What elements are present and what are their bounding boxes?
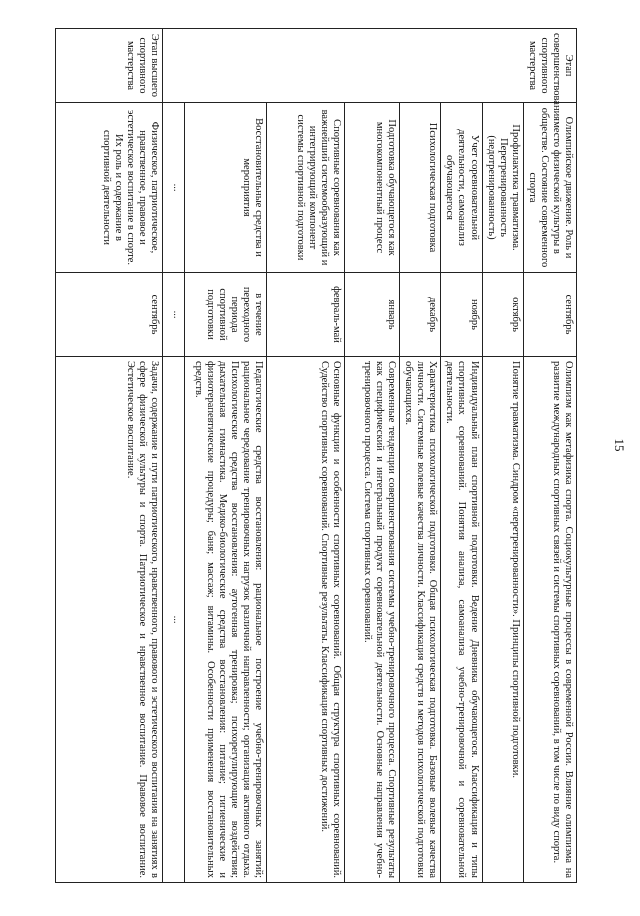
stage-cell: Этап совершенствования спортивного мастерства [163, 29, 577, 103]
month-cell: сентябрь [523, 273, 576, 357]
table-row [400, 29, 441, 883]
content-cell: Основные функции и особенности спортивных соревнований. Общая структура спортивных соревнований. Судейство спортивных соревнований. Спортивные результаты. Классификация спортивных достижений. [267, 357, 345, 883]
topic-cell: Восстановительные средства и мероприятия [185, 103, 267, 273]
table-row [441, 29, 482, 883]
content-cell: Понятие травматизма. Синдром «перетренированности». Принципы спортивной подготовки. [482, 357, 523, 883]
month-cell: октябрь [482, 273, 523, 357]
month-cell: декабрь [400, 273, 441, 357]
table-row [482, 29, 523, 883]
month-cell: февраль-май [267, 273, 345, 357]
table-row [267, 29, 345, 883]
rotated-sheet [61, 28, 577, 882]
topic-cell: Учет соревновательной деятельности, самоанализ обучающегося [441, 103, 482, 273]
content-cell: Олимпизм как метафизика спорта. Социокультурные процессы в современной России. Влияние олимпизма на развитие международных спортивных связей и системы спортивных соревнований, в том числе по виду спорта. [523, 357, 576, 883]
content-cell: Характеристика психологической подготовки. Общая психологическая подготовка. Базовые волевые качества личности. Системные волевые качества личности. Классификация средств и методов психологической подготовки обучающихся. [400, 357, 441, 883]
month-cell: сентябрь [56, 273, 163, 357]
month-cell [163, 273, 185, 357]
ellipsis: ... [171, 183, 183, 192]
month-cell: в течение переходного периода спортивной подготовки [185, 273, 267, 357]
table-row [523, 29, 576, 883]
content-cell: Современные тенденции совершенствования системы учебно-тренировочного процесса. Спортивные результаты как специфический и интегральный продукт соревновательной деятельности. Основные направления учебно-тренировочного процесса. Система спортивных соревнований. [345, 357, 400, 883]
table-row [163, 29, 185, 883]
content-cell [163, 357, 185, 883]
topic-cell: Психологическая подготовка [400, 103, 441, 273]
table-row [345, 29, 400, 883]
table-row [185, 29, 267, 883]
topic-cell: Олимпийское движение. Роль и место физической культуры в обществе. Состояние современного спорта [523, 103, 576, 273]
topic-cell: Подготовка обучающегося как многокомпонентный процесс [345, 103, 400, 273]
ellipsis: ... [171, 310, 183, 319]
content-cell: Педагогические средства восстановления: рациональное построение учебно-тренировочных занятий; рациональное чередование тренировочных нагрузок различной направленности; организация активного отдыха. Психологические средства восстановления: аутогенная тренировка; психорегулирующие воздействия; дыхательная гимнастика. Медико-биологические средства восстановления: питание; гигиенические и физиотерапевтические процедуры; баня; массаж; витамины. Особенности применения восстановительных средств. [185, 357, 267, 883]
ellipsis: ... [171, 615, 183, 624]
content-cell: Индивидуальный план спортивной подготовки. Ведение Дневника обучающегося. Классификация и типы спортивных соревнований. Понятия анализа, самоанализа учебно-тренировочной и соревновательной деятельности. [441, 357, 482, 883]
topic-cell: Физическое, патриотическое, нравственное, правовое и эстетическое воспитание в спорте. Их роль и содержание в спортивной деятельности [56, 103, 163, 273]
topic-cell: Профилактика травматизма. Перетренированность (недотренированность) [482, 103, 523, 273]
topic-cell [163, 103, 185, 273]
month-cell: ноябрь [441, 273, 482, 357]
month-cell: январь [345, 273, 400, 357]
table-row [56, 29, 163, 883]
stage-cell: Этап высшего спортивного мастерства [56, 29, 163, 103]
topic-cell: Спортивные соревнования как важнейший системообразующий и интегрирующий компонент системы спортивной подготовки [267, 103, 345, 273]
page-number: 15 [612, 438, 627, 452]
content-cell: Задачи, содержание и пути патриотического, нравственного, правового и эстетического воспитания на занятиях в сфере физической культуры и спорта. Патриотическое и нравственное воспитание. Правовое воспитание. Эстетическое воспитание. [56, 357, 163, 883]
theory-program-table [55, 28, 577, 883]
